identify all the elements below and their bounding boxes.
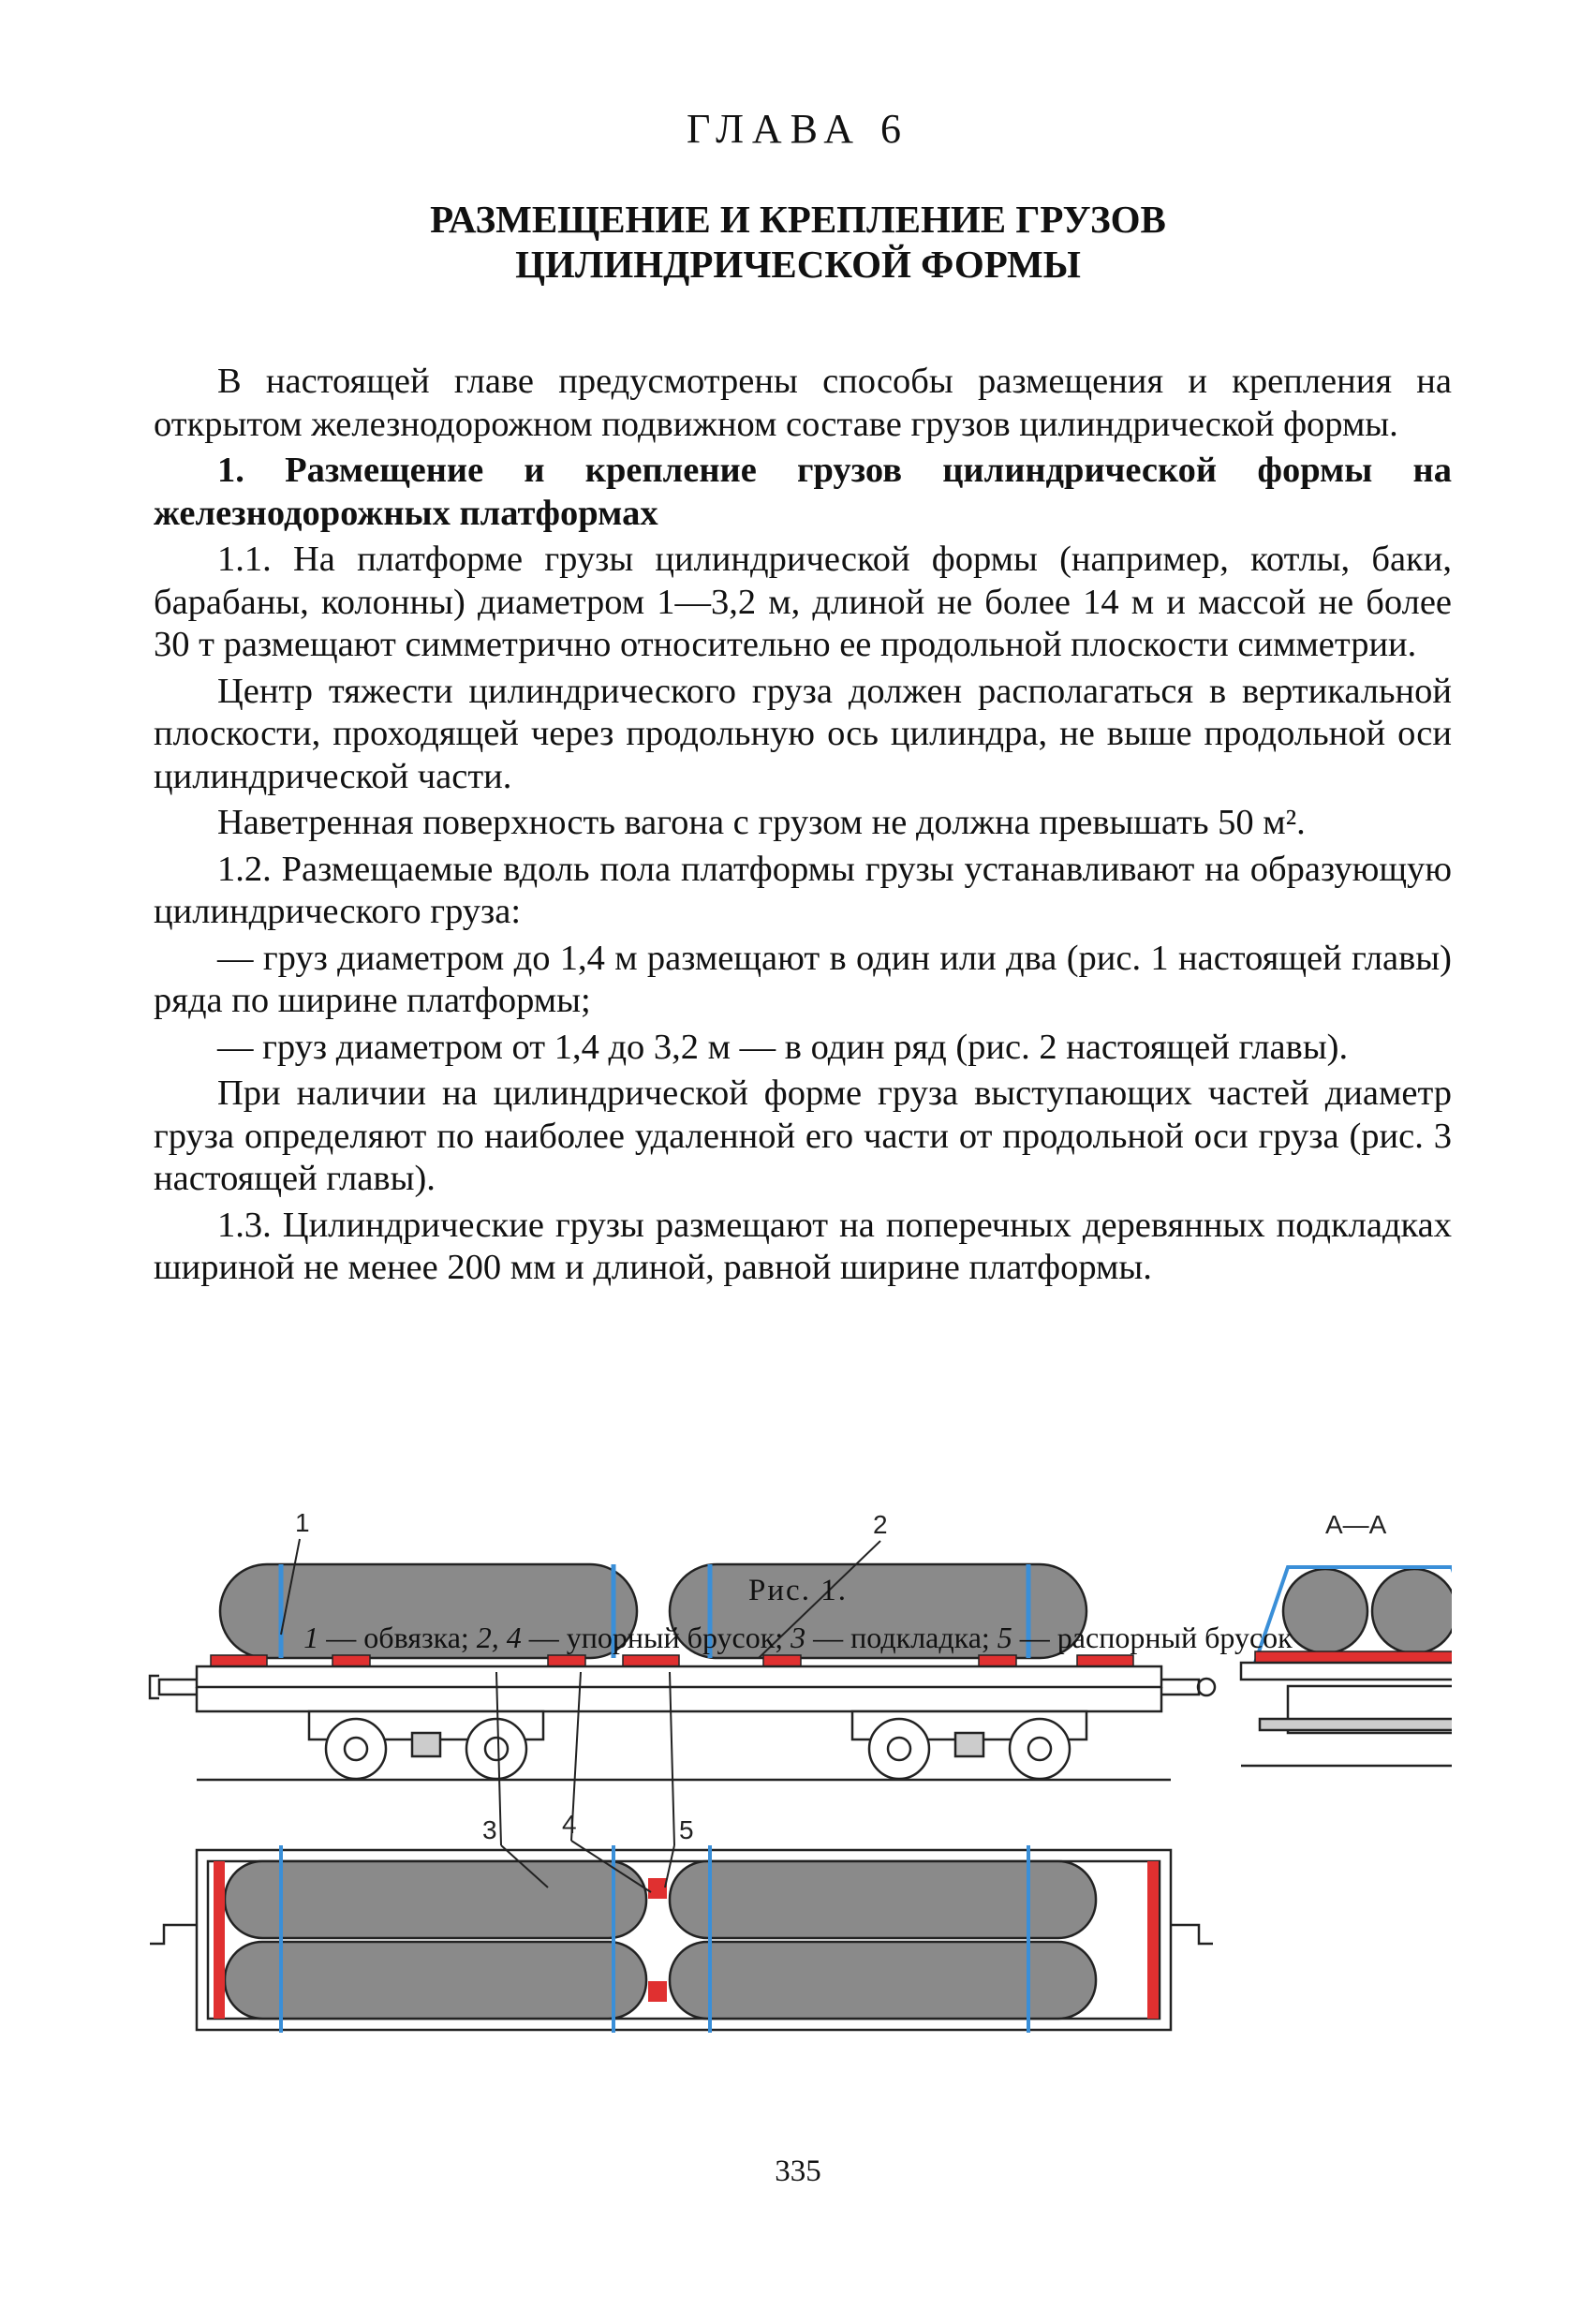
paragraph: Наветренная поверхность вагона с грузом не должна превышать 50 м². <box>217 803 1306 842</box>
label-1: 1 <box>295 1508 310 1537</box>
title-line: РАЗМЕЩЕНИЕ И КРЕПЛЕНИЕ ГРУЗОВ <box>430 198 1166 241</box>
title-line: ЦИЛИНДРИЧЕСКОЙ ФОРМЫ <box>515 243 1081 286</box>
page-number: 335 <box>775 2154 821 2188</box>
label-4: 4 <box>562 1810 577 1839</box>
coupler-right <box>1161 1680 1199 1695</box>
caption-text: — распорный брусок <box>1012 1621 1293 1654</box>
chapter-title <box>0 197 1596 287</box>
caption-text: — обвязка; <box>318 1621 477 1654</box>
paragraph: — груз диаметром от 1,4 до 3,2 м — в один ряд (рис. 2 настоящей главы). <box>217 1027 1349 1067</box>
platform-deck <box>197 1666 1161 1687</box>
plan-view <box>150 1845 1213 2033</box>
coupler-left <box>150 1676 197 1698</box>
caption-num: 2, 4 <box>476 1621 522 1654</box>
bogie-right <box>852 1711 1086 1779</box>
paragraph: 1.2. Размещаемые вдоль пола платформы грузы устанавливают на образующую цилиндрического груза: <box>154 849 1452 931</box>
paragraph: 1.3. Цилиндрические грузы размещают на поперечных деревянных подкладках шириной не менее 200 мм и длиной, равной ширине платформы. <box>154 1205 1452 1287</box>
label-2: 2 <box>873 1510 888 1539</box>
caption-text: — подкладка; <box>805 1621 998 1654</box>
section-heading: 1. Размещение и крепление грузов цилиндрической формы на железнодорожных платформах <box>154 451 1452 533</box>
chapter-heading: ГЛАВА 6 <box>686 106 910 152</box>
caption-num: 5 <box>997 1621 1012 1654</box>
paragraph: В настоящей главе предусмотрены способы размещения и крепления на открытом железнодорожном подвижном составе грузов цилиндрической формы. <box>154 362 1452 444</box>
label-section: А—А <box>1325 1510 1387 1539</box>
blocks-side <box>211 1655 1133 1666</box>
caption-text: — упорный брусок; <box>521 1621 791 1654</box>
coupler-plan-left <box>150 1925 197 1944</box>
body-text <box>154 361 1452 1294</box>
paragraph: При наличии на цилиндрической форме груза выступающих частей диаметр груза определяют по наиболее удаленной его части от продольной оси груза (рис. 3 настоящей главы). <box>154 1073 1452 1198</box>
paragraph: 1.1. На платформе грузы цилиндрической формы (например, котлы, баки, барабаны, колонны) диаметром 1—3,2 м, длиной не более 14 м и массой не более 30 т размещают симметрично относительно ее продольной плоскости симметрии. <box>154 540 1452 664</box>
label-3: 3 <box>482 1815 497 1844</box>
figure-caption-title: Рис. 1. <box>748 1574 848 1607</box>
caption-num: 1 <box>303 1621 319 1654</box>
label-5: 5 <box>679 1815 694 1844</box>
bogie-left <box>309 1711 543 1779</box>
paragraph: — груз диаметром до 1,4 м размещают в один или два (рис. 1 настоящей главы) ряда по ширине платформы; <box>154 938 1452 1020</box>
paragraph: Центр тяжести цилиндрического груза должен располагаться в вертикальной плоскости, проходящей через продольную ось цилиндра, не выше продольной оси цилиндрической части. <box>154 671 1452 796</box>
figure-caption <box>0 1621 1596 1655</box>
coupler-plan-right <box>1171 1925 1213 1944</box>
caption-num: 3 <box>791 1621 806 1654</box>
platform-sill <box>197 1687 1161 1711</box>
